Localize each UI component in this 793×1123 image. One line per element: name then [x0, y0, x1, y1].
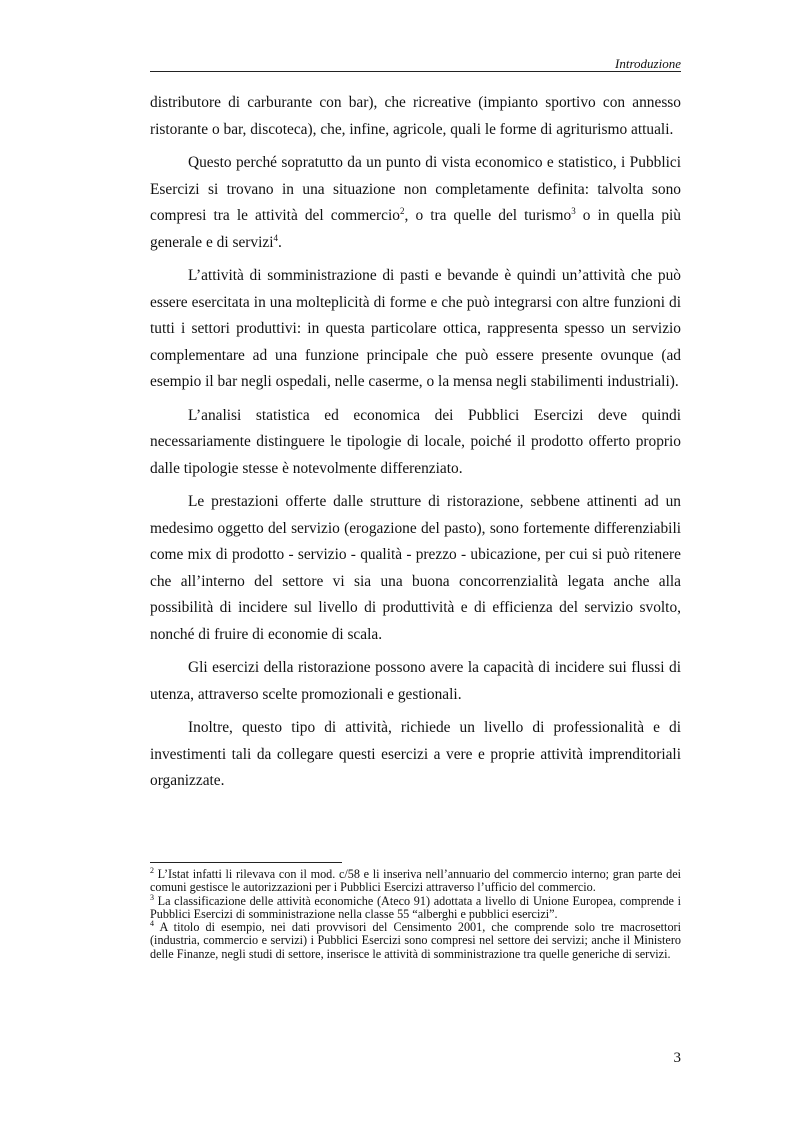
paragraph-2-text-a: Questo perché sopratutto da un punto di vista economico e statistico, i Pubblici Esercizi si trovano in una situazione non completamente definita: talvolta sono compresi tra le attività del commercio: [150, 154, 681, 224]
paragraph-2-text-c: o in quella più generale e di servizi: [150, 207, 681, 251]
paragraph-5: Le prestazioni offerte dalle strutture di ristorazione, sebbene attinenti ad un medesimo oggetto del servizio (erogazione del pasto), sono fortemente differenziabili come mix di prodotto - servizio - qualità - prezzo - ubicazione, per cui si può ritenere che all’interno del settore vi sia una buona concorrenzialità legata anche alla possibilità di incidere sul livello di produttività e di efficienza del servizio svolto, nonché di fruire di economie di scala.: [150, 493, 681, 643]
footnotes: [150, 865, 681, 961]
paragraph-2-text-d: .: [278, 233, 282, 251]
paragraph-2-text-b: , o tra quelle del turismo: [404, 207, 572, 224]
running-header-title: Introduzione: [615, 56, 681, 71]
footnote-ref-3: 3: [571, 205, 576, 216]
page-number: 3: [673, 1050, 681, 1066]
paragraph-7: Inoltre, questo tipo di attività, richiede un livello di professionalità e di investimenti tali da collegare questi esercizi a vere e proprie attività imprenditoriali organizzate.: [150, 719, 681, 789]
footnote-number: 4: [150, 919, 154, 929]
footnote-number: 2: [150, 865, 154, 875]
footnote-2: [150, 865, 681, 895]
footnote-separator: [150, 862, 342, 863]
footnote-number: 3: [150, 892, 154, 902]
paragraph-1: distributore di carburante con bar), che ricreative (impianto sportivo con annesso ristorante o bar, discoteca), che, infine, agricole, quali le forme di agriturismo attuali.: [150, 94, 681, 138]
footnote-ref-4: 4: [273, 232, 278, 243]
footnote-3: [150, 892, 681, 922]
paragraph-4: L’analisi statistica ed economica dei Pubblici Esercizi deve quindi necessariamente distinguere le tipologie di locale, poiché il prodotto offerto proprio dalle tipologie stesse è notevolmente differenziato.: [150, 406, 681, 477]
footnote-ref-2: 2: [400, 205, 405, 216]
footnote-text: A titolo di esempio, nei dati provvisori del Censimento 2001, che comprende solo tre macrosettori (industria, commercio e servizi) i Pubblici Esercizi sono compresi nel settore dei servizi; anche il Ministero delle Finanze, negli studi di settore, inserisce le attività di somministrazione tra quelle generiche di servizi.: [150, 920, 681, 961]
header-rule: [150, 71, 681, 72]
paragraph-3: L’attività di somministrazione di pasti e bevande è quindi un’attività che può essere esercitata in una molteplicità di forme e che può integrarsi con altre funzioni di tutti i settori produttivi: in questa particolare ottica, rappresenta spesso un servizio complementare ad una funzione principale che può essere presente ovunque (ad esempio il bar negli ospedali, nelle caserme, o la mensa negli stabilimenti industriali).: [150, 267, 681, 390]
body-text: [150, 90, 681, 802]
paragraph-6: Gli esercizi della ristorazione possono avere la capacità di incidere sui flussi di utenza, attraverso scelte promozionali e gestionali.: [150, 659, 681, 703]
footnote-text: La classificazione delle attività economiche (Ateco 91) adottata a livello di Unione Europea, comprende i Pubblici Esercizi di somministrazione nella classe 55 “alberghi e pubblici esercizi”.: [150, 893, 681, 921]
footnote-text: L’Istat infatti li rilevava con il mod. c/58 e li inseriva nell’annuario del commercio interno; gran parte dei comuni gestisce le autorizzazioni per i Pubblici Esercizi attraverso l’ufficio del commercio.: [150, 867, 681, 895]
paragraph-2: [150, 150, 681, 256]
footnote-4: [150, 921, 681, 961]
